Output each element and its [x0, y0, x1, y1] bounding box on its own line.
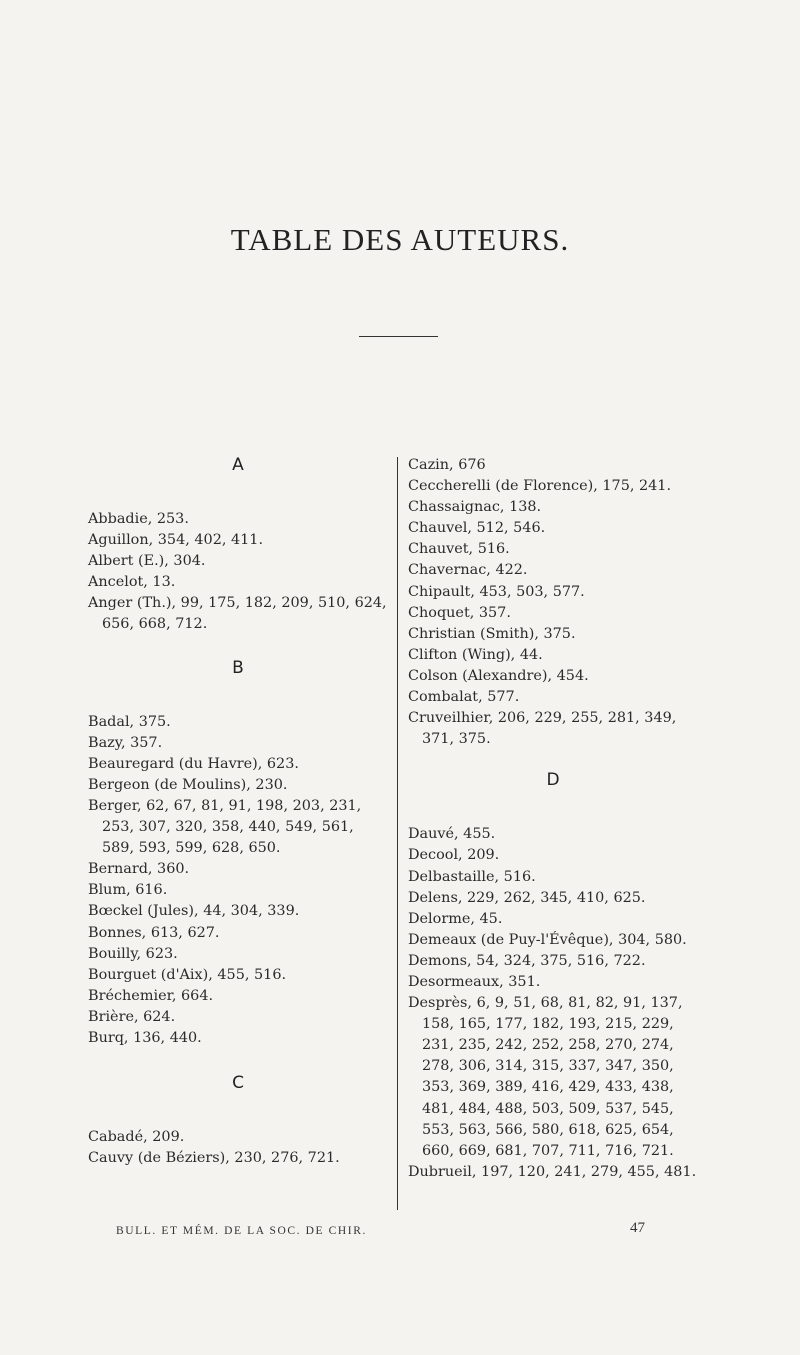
author-entry: Bœckel (Jules), 44, 304, 339. [88, 903, 300, 920]
author-entry: Dauvé, 455. [408, 826, 496, 843]
author-entry: Chipault, 453, 503, 577. [408, 583, 585, 600]
author-entry: Chauvet, 516. [408, 541, 510, 558]
author-entry: Chassaignac, 138. [408, 499, 542, 516]
author-entry: Bernard, 360. [88, 861, 190, 878]
author-entry: Ceccherelli (de Florence), 175, 241. [408, 478, 672, 495]
page-title: TABLE DES AUTEURS. [230, 222, 570, 257]
author-entry: Chavernac, 422. [408, 562, 528, 579]
author-entry: Choquet, 357. [408, 604, 511, 621]
author-entry: Ancelot, 13. [88, 574, 176, 591]
author-entry: Brière, 624. [88, 1008, 176, 1025]
left-column [88, 455, 388, 1169]
author-entry: Bourguet (d'Aix), 455, 516. [88, 966, 287, 983]
section-letter-a: A [232, 455, 244, 475]
author-entry: Demons, 54, 324, 375, 516, 722. [408, 952, 646, 969]
author-entry: Cabadé, 209. [88, 1129, 185, 1146]
author-entry: Beauregard (du Havre), 623. [88, 755, 299, 772]
author-entry: Chauvel, 512, 546. [408, 520, 546, 537]
author-entry: Cazin, 676 [408, 457, 486, 473]
section-letter-c: C [232, 1073, 244, 1094]
author-entry: Delbastaille, 516. [408, 868, 536, 885]
author-entry: Abbadie, 253. [88, 511, 189, 527]
author-entry: Christian (Smith), 375. [408, 625, 576, 642]
author-entry: Berger, 62, 67, 81, 91, 198, 203, 231, 253, 307, 320, 358, 440, 549, 561, 589, 593, 599, 628, 650. [88, 797, 362, 857]
page-number: 47 [630, 1220, 645, 1236]
author-entry: Delens, 229, 262, 345, 410, 625. [408, 889, 646, 906]
author-entry: Desormeaux, 351. [408, 973, 541, 990]
right-column [408, 455, 698, 1183]
section-letter-b: B [232, 657, 244, 678]
column-divider [397, 457, 398, 1210]
author-entry: Aguillon, 354, 402, 411. [88, 532, 264, 549]
author-entry: Bouilly, 623. [88, 945, 178, 962]
journal-footer: BULL. ET MÉM. DE LA SOC. DE CHIR. [116, 1225, 367, 1237]
section-letter-d: D [546, 770, 560, 791]
author-entry: Bergeon (de Moulins), 230. [88, 776, 288, 793]
author-entry: Bazy, 357. [88, 734, 163, 751]
author-entry: Anger (Th.), 99, 175, 182, 209, 510, 624, 656, 668, 712. [88, 595, 387, 633]
author-entry: Combalat, 577. [408, 689, 520, 706]
author-entry: Colson (Alexandre), 454. [408, 667, 589, 684]
author-entry: Cruveilhier, 206, 229, 255, 281, 349, 371, 375. [408, 710, 677, 748]
author-entry: Albert (E.), 304. [88, 553, 206, 570]
author-entry: Blum, 616. [88, 882, 168, 899]
author-entry: Demeaux (de Puy-l'Évêque), 304, 580. [408, 931, 687, 948]
author-entry: Burq, 136, 440. [88, 1029, 202, 1046]
author-entry: Bréchemier, 664. [88, 987, 214, 1004]
title-rule [359, 336, 438, 337]
author-entry: Desprès, 6, 9, 51, 68, 81, 82, 91, 137, 158, 165, 177, 182, 193, 215, 229, 231, 235, 242, 252, 258, 270, 274, 278, 306, 314, 315, 337, 347, 350, 353, 369, 389, 416, 429, 433, 438, 481, 484, 488, 503, 509, 537, 545, 553, 563, 566, 580, 618, 625, 654, 660, 669, 681, 707, 711, 716, 721. [408, 995, 683, 1159]
author-entry: Clifton (Wing), 44. [408, 646, 543, 663]
author-entry: Dubrueil, 197, 120, 241, 279, 455, 481. [408, 1163, 697, 1180]
author-entry: Delorme, 45. [408, 910, 503, 927]
author-entry: Bonnes, 613, 627. [88, 924, 220, 941]
author-entry: Decool, 209. [408, 847, 500, 864]
author-entry: Cauvy (de Béziers), 230, 276, 721. [88, 1150, 340, 1167]
author-entry: Badal, 375. [88, 713, 171, 730]
